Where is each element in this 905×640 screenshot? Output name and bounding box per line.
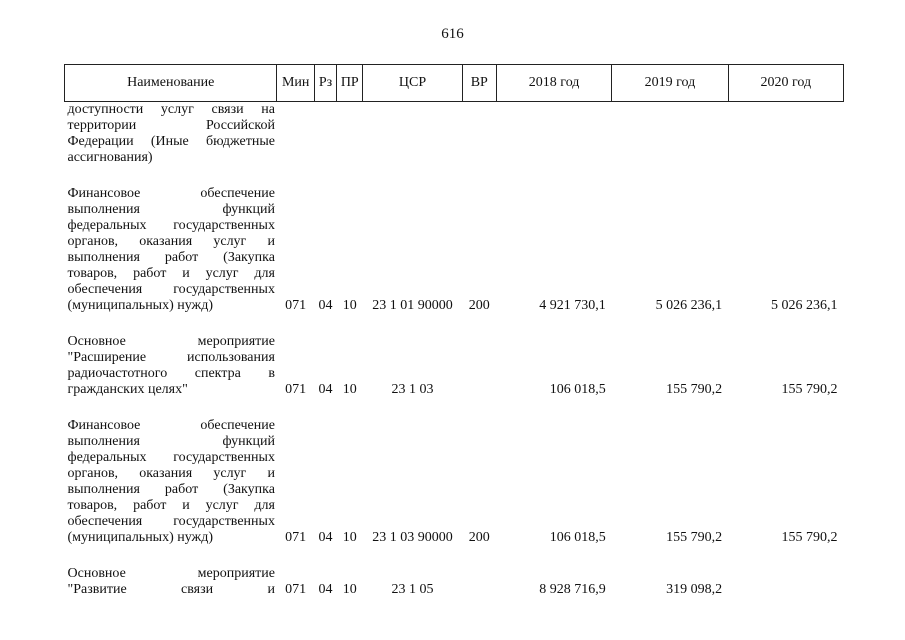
cell-pr: 10 bbox=[342, 382, 357, 397]
cell-min: 071 bbox=[285, 530, 307, 545]
cell-pr bbox=[337, 102, 363, 167]
header-name: Наименование bbox=[65, 65, 277, 102]
cell-csr: 23 1 03 90000 bbox=[372, 530, 453, 545]
name-line: Основное мероприятие bbox=[67, 566, 275, 581]
cell-2018 bbox=[496, 102, 611, 167]
header-2018: 2018 год bbox=[496, 65, 611, 102]
table-row bbox=[65, 418, 844, 546]
name-line: (муниципальных) нужд) bbox=[67, 530, 214, 545]
name-line: ассигнования) bbox=[67, 150, 153, 165]
name-line: территории Российской bbox=[67, 118, 275, 133]
row-spacer bbox=[65, 546, 844, 566]
cell-pr: 10 bbox=[342, 530, 357, 545]
row-spacer bbox=[65, 166, 844, 186]
name-line: товаров, работ и услуг для bbox=[67, 266, 275, 281]
cell-2019 bbox=[612, 102, 728, 167]
cell-2019: 155 790,2 bbox=[666, 530, 723, 545]
cell-2019: 5 026 236,1 bbox=[655, 298, 723, 313]
cell-rz: 04 bbox=[318, 382, 333, 397]
row-name bbox=[65, 102, 277, 167]
name-line: федеральных государственных bbox=[67, 450, 275, 465]
name-line: обеспечения государственных bbox=[67, 514, 275, 529]
name-line: товаров, работ и услуг для bbox=[67, 498, 275, 513]
cell-2018: 4 921 730,1 bbox=[539, 298, 606, 313]
cell-vr bbox=[462, 566, 496, 598]
name-line: Федерации (Иные бюджетные bbox=[67, 134, 275, 149]
name-line: гражданских целях" bbox=[67, 382, 188, 397]
row-name bbox=[65, 334, 277, 398]
header-2020: 2020 год bbox=[728, 65, 843, 102]
cell-csr: 23 1 05 bbox=[391, 582, 434, 597]
name-line: доступности услуг связи на bbox=[67, 102, 275, 117]
cell-vr: 200 bbox=[468, 530, 490, 545]
cell-min: 071 bbox=[285, 298, 307, 313]
header-csr: ЦСР bbox=[363, 65, 462, 102]
row-name bbox=[65, 186, 277, 314]
cell-2020: 155 790,2 bbox=[781, 530, 838, 545]
cell-2018: 8 928 716,9 bbox=[539, 582, 606, 597]
table-row bbox=[65, 186, 844, 314]
cell-vr bbox=[462, 334, 496, 398]
cell-pr: 10 bbox=[342, 298, 357, 313]
page-number: 616 bbox=[441, 26, 464, 42]
cell-rz: 04 bbox=[318, 298, 333, 313]
cell-rz: 04 bbox=[318, 582, 333, 597]
cell-2018: 106 018,5 bbox=[549, 382, 606, 397]
table-row bbox=[65, 102, 844, 167]
cell-min bbox=[277, 102, 314, 167]
table-row bbox=[65, 566, 844, 598]
cell-vr: 200 bbox=[468, 298, 490, 313]
cell-2020: 155 790,2 bbox=[781, 382, 838, 397]
row-spacer bbox=[65, 314, 844, 334]
cell-2018: 106 018,5 bbox=[549, 530, 606, 545]
header-pr: ПР bbox=[337, 65, 363, 102]
cell-2020 bbox=[728, 566, 843, 598]
header-min: Мин bbox=[277, 65, 314, 102]
header-rz: Рз bbox=[314, 65, 336, 102]
name-line: Финансовое обеспечение bbox=[67, 418, 275, 433]
name-line: выполнения функций bbox=[67, 434, 275, 449]
table-header-row bbox=[65, 65, 844, 102]
name-line: федеральных государственных bbox=[67, 218, 275, 233]
cell-min: 071 bbox=[285, 582, 307, 597]
cell-pr: 10 bbox=[342, 582, 357, 597]
cell-csr: 23 1 01 90000 bbox=[372, 298, 453, 313]
cell-2020: 5 026 236,1 bbox=[771, 298, 838, 313]
name-line: радиочастотного спектра в bbox=[67, 366, 275, 381]
name-line: выполнения работ (Закупка bbox=[67, 482, 275, 497]
name-line: органов, оказания услуг и bbox=[67, 234, 275, 249]
table-row bbox=[65, 334, 844, 398]
name-line: (муниципальных) нужд) bbox=[67, 298, 214, 313]
cell-rz: 04 bbox=[318, 530, 333, 545]
row-name bbox=[65, 418, 277, 546]
cell-csr: 23 1 03 bbox=[391, 382, 434, 397]
cell-2019: 319 098,2 bbox=[666, 582, 723, 597]
name-line: Финансовое обеспечение bbox=[67, 186, 275, 201]
name-line: "Расширение использования bbox=[67, 350, 275, 365]
cell-rz bbox=[314, 102, 336, 167]
row-spacer bbox=[65, 398, 844, 418]
cell-2019: 155 790,2 bbox=[666, 382, 723, 397]
header-2019: 2019 год bbox=[612, 65, 728, 102]
budget-table bbox=[64, 64, 844, 598]
cell-min: 071 bbox=[285, 382, 307, 397]
name-line: "Развитие связи и bbox=[67, 582, 275, 597]
name-line: выполнения функций bbox=[67, 202, 275, 217]
name-line: обеспечения государственных bbox=[67, 282, 275, 297]
name-line: органов, оказания услуг и bbox=[67, 466, 275, 481]
name-line: Основное мероприятие bbox=[67, 334, 275, 349]
cell-csr bbox=[363, 102, 462, 167]
name-line: выполнения работ (Закупка bbox=[67, 250, 275, 265]
cell-2020 bbox=[728, 102, 843, 167]
header-vr: ВР bbox=[462, 65, 496, 102]
row-name bbox=[65, 566, 277, 598]
cell-vr bbox=[462, 102, 496, 167]
